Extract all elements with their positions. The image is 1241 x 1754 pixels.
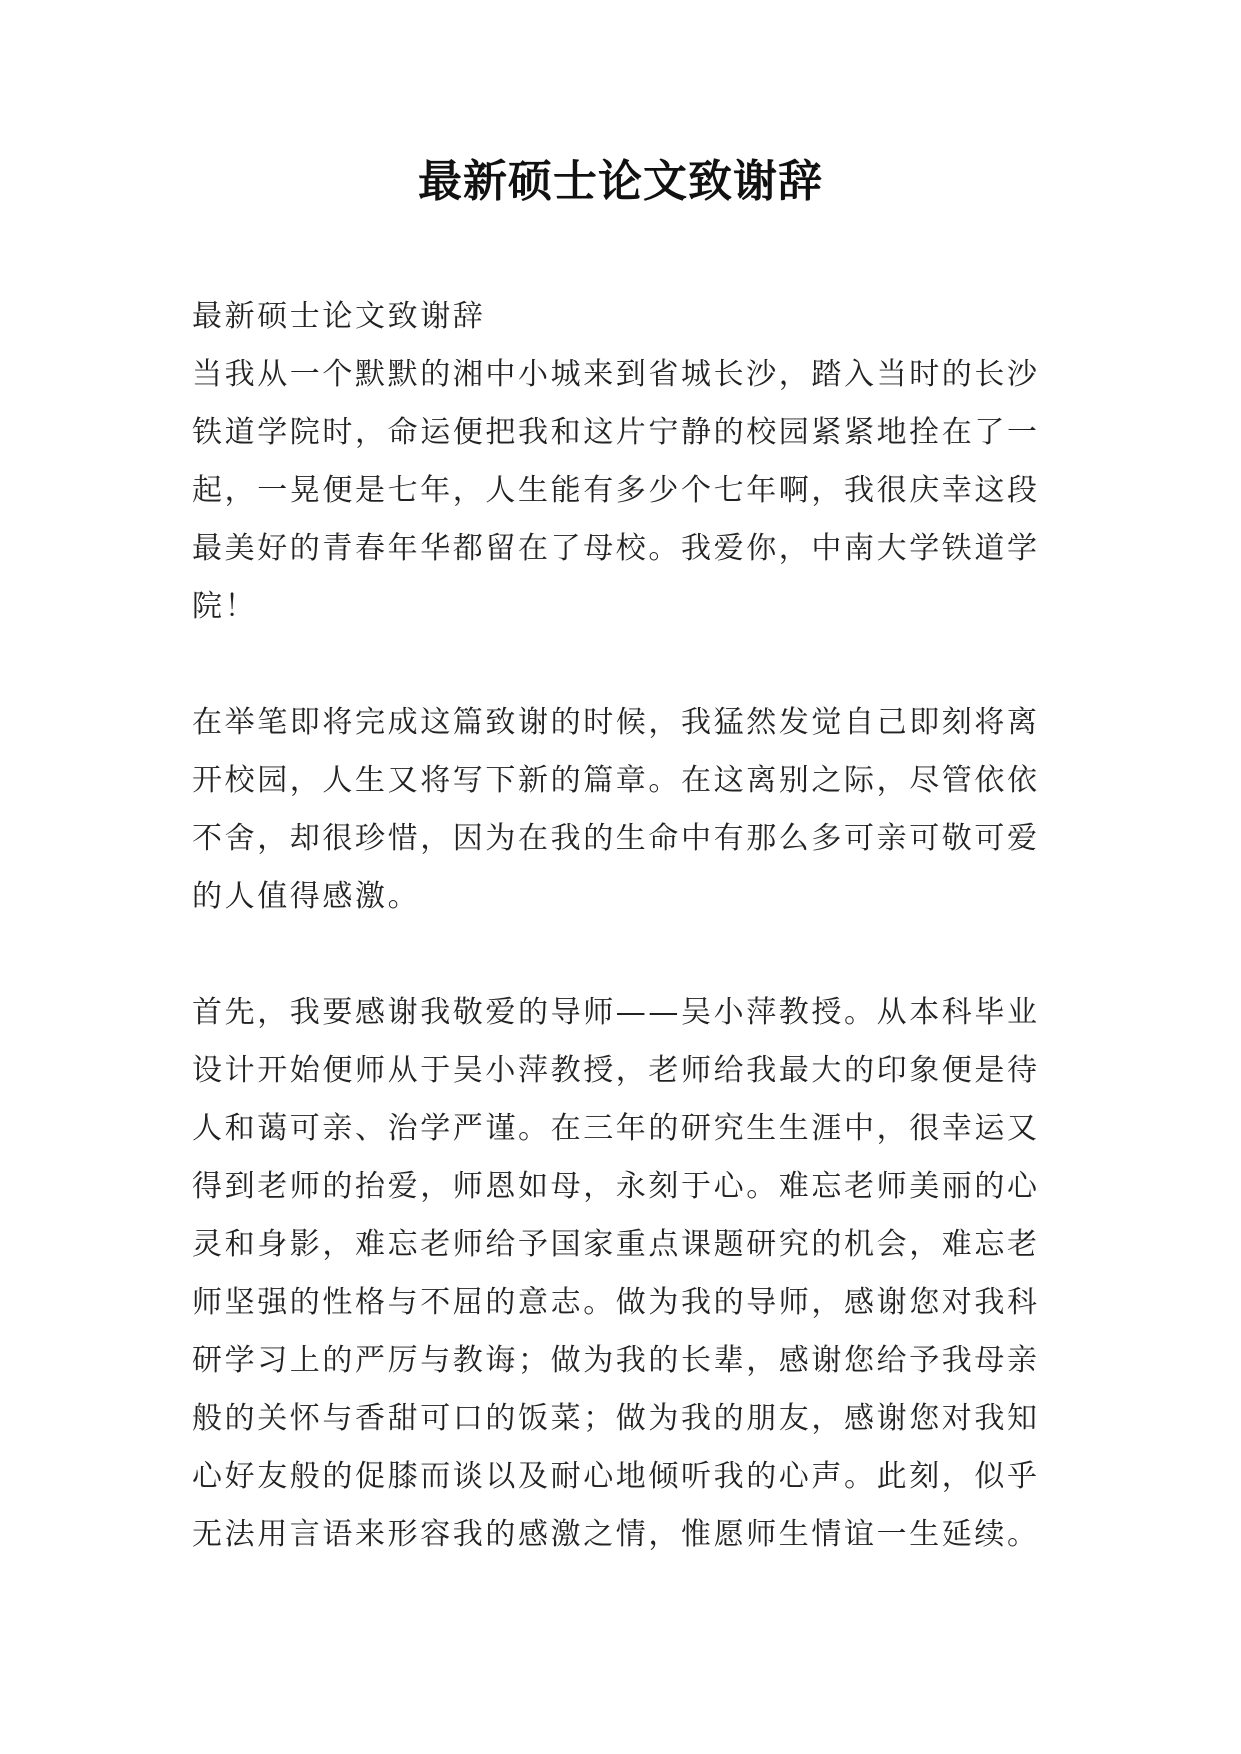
paragraph-farewell: 在举笔即将完成这篇致谢的时候，我猛然发觉自己即刻将离开校园，人生又将写下新的篇章。在这离别之际，尽管依依不舍，却很珍惜，因为在我的生命中有那么多可亲可敬可爱的人值得感激。 — [192, 705, 1040, 914]
document-title: 最新硕士论文致谢辞 — [418, 156, 823, 207]
paragraph-advisor-thanks: 首先，我要感谢我敬爱的导师——吴小萍教授。从本科毕业设计开始便师从于吴小萍教授，老师给我最大的印象便是待人和蔼可亲、治学严谨。在三年的研究生生涯中，很幸运又得到老师的抬爱，师恩如母，永刻于心。难忘老师美丽的心灵和身影，难忘老师给予国家重点课题研究的机会，难忘老师坚强的性格与不屈的意志。做为我的导师，感谢您对我科研学习上的严厉与教诲；做为我的长辈，感谢您给予我母亲般的关怀与香甜可口的饭菜；做为我的朋友，感谢您对我知心好友般的促膝而谈以及耐心地倾听我的心声。此刻，似乎无法用言语来形容我的感激之情，惟愿师生情谊一生延续。 — [192, 995, 1040, 1552]
document-body — [192, 288, 1054, 1564]
paragraph-intro: 当我从一个默默的湘中小城来到省城长沙，踏入当时的长沙铁道学院时，命运便把我和这片宁静的校园紧紧地拴在了一起，一晃便是七年，人生能有多少个七年啊，我很庆幸这段最美好的青春年华都留在了母校。我爱你，中南大学铁道学院！ — [192, 357, 1040, 624]
document-subtitle: 最新硕士论文致谢辞 — [192, 299, 486, 334]
